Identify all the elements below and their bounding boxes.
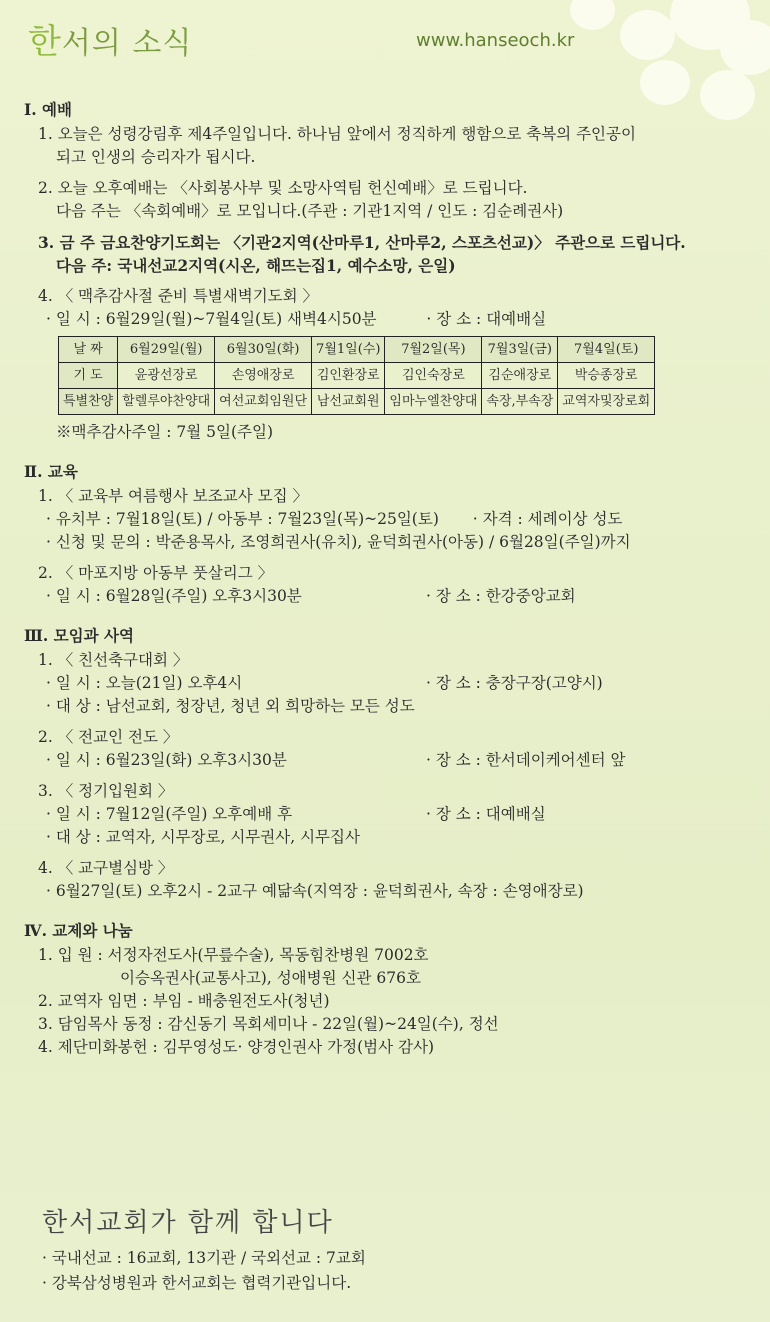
table-cell: 7월1일(수) <box>312 337 385 363</box>
table-cell: 손영애장로 <box>215 363 312 389</box>
footer-line-partner: · 강북삼성병원과 한서교회는 협력기관입니다. <box>42 1274 352 1292</box>
table-cell: 6월29일(월) <box>118 337 215 363</box>
footer-notes <box>42 1246 366 1296</box>
education-item-2-when-where <box>24 585 754 608</box>
table-cell: 박승종장로 <box>558 363 655 389</box>
prayer-meeting-time: · 일 시 : 6월29일(월)~7월4일(토) 새벽4시50분 <box>46 310 377 328</box>
fellowship-item-4: 4. 제단미화봉헌 : 김무영성도· 양경인권사 가정(범사 감사) <box>38 1038 435 1056</box>
footer-title: 한서교회가 함께 합니다 <box>42 1208 334 1238</box>
worship-item-2: 2. 오늘 오후예배는 〈사회봉사부 및 소망사역팀 헌신예배〉로 드립니다. <box>38 179 528 197</box>
soccer-time: · 일 시 : 오늘(21일) 오후4시 <box>46 674 243 692</box>
board-meeting-place: · 장 소 : 대예배실 <box>426 805 546 823</box>
table-cell: 김인환장로 <box>312 363 385 389</box>
table-cell: 특별찬양 <box>59 389 118 415</box>
table-cell: 할렐루야찬양대 <box>118 389 215 415</box>
meetings-item-2: 2. 〈 전교인 전도 〉 <box>38 728 179 746</box>
education-item-1-dates <box>24 508 754 531</box>
table-cell: 윤광선장로 <box>118 363 215 389</box>
meetings-item-1-target: · 대 상 : 남선교회, 청장년, 청년 외 희망하는 모든 성도 <box>46 697 415 715</box>
newsletter-title: 한서의 소식 <box>28 22 193 62</box>
section-fellowship-title: Ⅳ. 교제와 나눔 <box>24 921 133 940</box>
table-cell: 7월3일(금) <box>482 337 558 363</box>
education-item-2: 2. 〈 마포지방 아동부 풋살리그 〉 <box>38 564 274 582</box>
table-cell: 김순애장로 <box>482 363 558 389</box>
table-cell: 날 짜 <box>59 337 118 363</box>
worship-item-4: 4. 〈 맥추감사절 준비 특별새벽기도회 〉 <box>38 287 319 305</box>
teacher-recruit-dates: · 유치부 : 7월18일(토) / 아동부 : 7월23일(목)~25일(토) <box>46 510 439 528</box>
futsal-time: · 일 시 : 6월28일(주일) 오후3시30분 <box>46 587 302 605</box>
evangelism-time: · 일 시 : 6월23일(화) 오후3시30분 <box>46 751 287 769</box>
table-cell: 6월30일(화) <box>215 337 312 363</box>
section-education-title: Ⅱ. 교육 <box>24 462 78 481</box>
worship-item-4-when-where <box>24 308 754 331</box>
fellowship-item-3: 3. 담임목사 동정 : 감신동기 목회세미나 - 22일(월)~24일(수), 정선 <box>38 1015 499 1033</box>
meetings-item-3: 3. 〈 정기입원회 〉 <box>38 782 174 800</box>
worship-item-1: 1. 오늘은 성령강림후 제4주일입니다. 하나님 앞에서 정직하게 행함으로 축복의 주인공이 <box>38 125 636 143</box>
soccer-place: · 장 소 : 충장구장(고양시) <box>426 674 603 692</box>
board-meeting-time: · 일 시 : 7월12일(주일) 오후예배 후 <box>46 805 293 823</box>
website-url: www.hanseoch.kr <box>416 30 575 51</box>
futsal-place: · 장 소 : 한강중앙교회 <box>426 587 576 605</box>
table-row <box>59 337 655 363</box>
worship-item-3: 3. 금 주 금요찬양기도회는 〈기관2지역(산마루1, 산마루2, 스포츠선교)〉 주관으로 드립니다. <box>38 233 686 252</box>
table-cell: 남선교회원 <box>312 389 385 415</box>
meetings-item-1: 1. 〈 친선축구대회 〉 <box>38 651 189 669</box>
fellowship-item-1-cont: 이승옥권사(교통사고), 성애병원 신관 676호 <box>120 969 421 987</box>
footer-line-missions: · 국내선교 : 16교회, 13기관 / 국외선교 : 7교회 <box>42 1249 366 1267</box>
meetings-item-4: 4. 〈 교구별심방 〉 <box>38 859 174 877</box>
section-worship-title: Ⅰ. 예배 <box>24 100 72 119</box>
education-item-1-contact: · 신청 및 문의 : 박준용목사, 조영희권사(유치), 윤덕희권사(아동) / 6월28일(주일)까지 <box>46 533 631 551</box>
meetings-item-4-detail: · 6월27일(토) 오후2시 - 2교구 예닮속(지역장 : 윤덕희권사, 속장 : 손영애장로) <box>46 882 584 900</box>
section-meetings-title: Ⅲ. 모임과 사역 <box>24 626 134 645</box>
teacher-recruit-qualification: · 자격 : 세례이상 성도 <box>472 510 623 528</box>
table-cell: 교역자및장로회 <box>558 389 655 415</box>
thanksgiving-note: ※맥추감사주일 : 7월 5일(주일) <box>56 423 274 441</box>
table-cell: 임마누엘찬양대 <box>385 389 482 415</box>
fellowship-item-2: 2. 교역자 임면 : 부임 - 배충원전도사(청년) <box>38 992 330 1010</box>
table-cell: 7월2일(목) <box>385 337 482 363</box>
news-content <box>24 98 754 1059</box>
worship-item-3-cont: 다음 주: 국내선교2지역(시온, 해뜨는집1, 예수소망, 은일) <box>56 256 456 275</box>
education-item-1: 1. 〈 교육부 여름행사 보조교사 모집 〉 <box>38 487 309 505</box>
table-cell: 김인숙장로 <box>385 363 482 389</box>
meetings-item-2-when-where <box>24 749 754 772</box>
meetings-item-3-when-where <box>24 803 754 826</box>
table-row <box>59 363 655 389</box>
prayer-schedule-table <box>58 336 655 415</box>
prayer-meeting-place: · 장 소 : 대예배실 <box>426 310 547 328</box>
table-cell: 7월4일(토) <box>558 337 655 363</box>
meetings-item-1-when-where <box>24 672 754 695</box>
table-cell: 속장,부속장 <box>482 389 558 415</box>
worship-item-1-cont: 되고 인생의 승리자가 됩시다. <box>56 148 256 166</box>
table-cell: 여선교회임원단 <box>215 389 312 415</box>
worship-item-2-cont: 다음 주는 〈속회예배〉로 모입니다.(주관 : 기관1지역 / 인도 : 김순례권사) <box>56 202 564 220</box>
meetings-item-3-target: · 대 상 : 교역자, 시무장로, 시무권사, 시무집사 <box>46 828 360 846</box>
table-row <box>59 389 655 415</box>
fellowship-item-1: 1. 입 원 : 서정자전도사(무릎수술), 목동힘찬병원 7002호 <box>38 946 429 964</box>
evangelism-place: · 장 소 : 한서데이케어센터 앞 <box>426 751 626 769</box>
table-cell: 기 도 <box>59 363 118 389</box>
